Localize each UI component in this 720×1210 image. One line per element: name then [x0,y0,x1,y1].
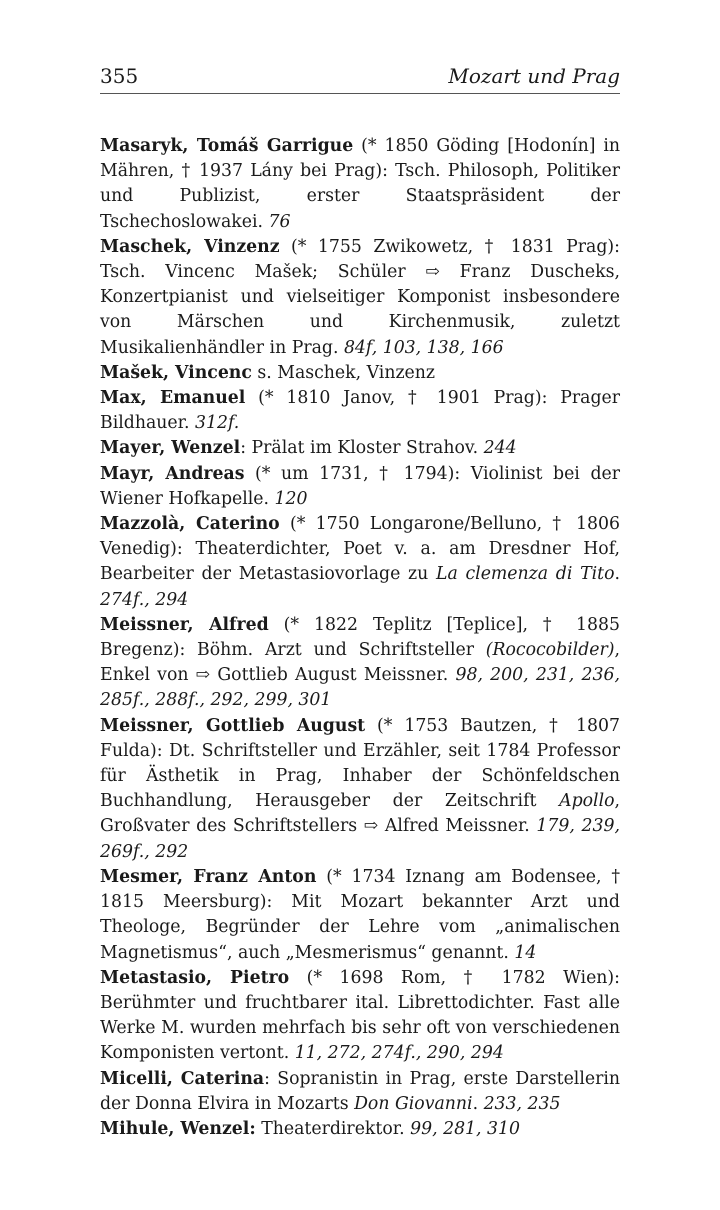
entry-name: Mazzolà, Caterino [100,514,280,535]
entry-text: (* 1810 Janov, † 1901 Prag): Prager Bildhauer. [100,388,620,434]
entry-text-cont: . [472,1093,484,1114]
entry-name: Mayr, Andreas [100,463,245,484]
entry-pages: 76 [268,211,291,232]
index-entry [100,1117,620,1142]
entry-text: (* 1755 Zwikowetz, † 1831 Prag): Tsch. Vincenc Mašek; Schüler ⇨ Franz Duscheks, Konzertpianist und vielseitiger Komponist insbesondere von Märschen und Kirchenmusik, zuletzt Musikalienhändler in Prag. [100,236,620,358]
index-entries [100,134,620,1142]
entry-work-title: La clemenza di Tito [436,564,615,585]
entry-name: Maschek, Vinzenz [100,236,280,257]
index-entry [100,386,620,436]
entry-text: (* um 1731, † 1794): Violinist bei der Wiener Hofkapelle. [100,463,620,509]
page-header [100,64,620,94]
entry-text: (* 1698 Rom, † 1782 Wien): Berühmter und fruchtbarer ital. Librettodichter. Fast alle Werke M. wurden mehrfach bis sehr oft von verschiedenen Komponisten vertont. [100,967,620,1064]
entry-pages: 11, 272, 274f., 290, 294 [294,1043,504,1064]
index-entry [100,436,620,461]
entry-name: Max, Emanuel [100,388,246,409]
index-entry [100,512,620,613]
index-entry [100,1067,620,1117]
entry-text: : Sopranistin in Prag, erste Darstellerin der Donna Elvira in Mozarts [100,1068,620,1114]
index-entry [100,613,620,714]
entry-name: Masaryk, Tomáš Garrigue [100,136,354,156]
entry-text-cont: , Großvater des Schriftstellers ⇨ Alfred Meissner. [100,791,620,837]
entry-name: Mayer, Wenzel [100,438,241,459]
entry-pages: 312f. [194,413,240,434]
entry-text: (* 1753 Bautzen, † 1807 Fulda): Dt. Schriftsteller und Erzähler, seit 1784 Professor für Ästhetik in Prag, Inhaber der Schönfeldschen Buchhandlung, Herausgeber der Zeitschrift [100,715,620,812]
entry-name: Meissner, Gottlieb August [100,715,366,736]
entry-text-cont: , Enkel von ⇨ Gottlieb August Meissner. [100,640,620,686]
entry-work-title: Apollo [559,791,615,812]
index-entry [100,462,620,512]
entry-work-title: (Rococobilder) [485,640,615,661]
entry-text: Theaterdirektor. [255,1118,411,1139]
entry-name: Metastasio, Pietro [100,967,290,988]
index-entry [100,714,620,865]
entry-pages: 233, 235 [483,1093,561,1114]
entry-text: (* 1822 Teplitz [Teplice], † 1885 Bregenz): Böhm. Arzt und Schriftsteller [100,614,620,661]
entry-work-title: Don Giovanni [354,1093,473,1114]
running-title: Mozart und Prag [448,64,620,88]
entry-pages: 120 [274,488,308,509]
index-entry [100,966,620,1067]
entry-pages: 274f., 294 [100,589,189,610]
entry-text: : Prälat im Kloster Strahov. [240,438,484,459]
entry-name: Mihule, Wenzel: [100,1118,256,1139]
entry-pages: 179, 239, 269f., 292 [100,816,620,862]
index-entry [100,865,620,966]
entry-pages: 244 [483,438,517,459]
entry-text: (* 1734 Iznang am Bodensee, † 1815 Meersburg): Mit Mozart bekannter Arzt und Theologe, Begründer der Lehre vom „animalischen Magnetismus“, auch „Mesmerismus“ genannt. [100,866,620,963]
entry-text-cont: . [614,564,620,585]
index-entry [100,134,620,235]
page-number: 355 [100,64,139,88]
entry-text: (* 1750 Longarone/Belluno, † 1806 Venedig): Theaterdichter, Poet v. a. am Dresdner Hof, Bearbeiter der Metastasiovorlage zu [100,514,620,585]
entry-name: Mesmer, Franz Anton [100,866,317,887]
entry-name: Meissner, Alfred [100,614,269,635]
entry-text: s. Maschek, Vinzenz [251,362,436,383]
entry-pages: 14 [514,942,537,963]
entry-name: Micelli, Caterina [100,1068,265,1089]
entry-pages: 99, 281, 310 [410,1118,521,1139]
index-entry [100,361,620,386]
entry-text: (* 1850 Göding [Hodonín] in Mähren, † 1937 Lány bei Prag): Tsch. Philosoph, Politiker und Publizist, erster Staatspräsident der Tschechoslowakei. [100,136,621,232]
index-entry [100,235,620,361]
entry-pages: 98, 200, 231, 236, 285f., 288f., 292, 299, 301 [100,665,620,711]
entry-pages: 84f, 103, 138, 166 [343,337,504,358]
entry-name: Mašek, Vincenc [100,362,252,383]
